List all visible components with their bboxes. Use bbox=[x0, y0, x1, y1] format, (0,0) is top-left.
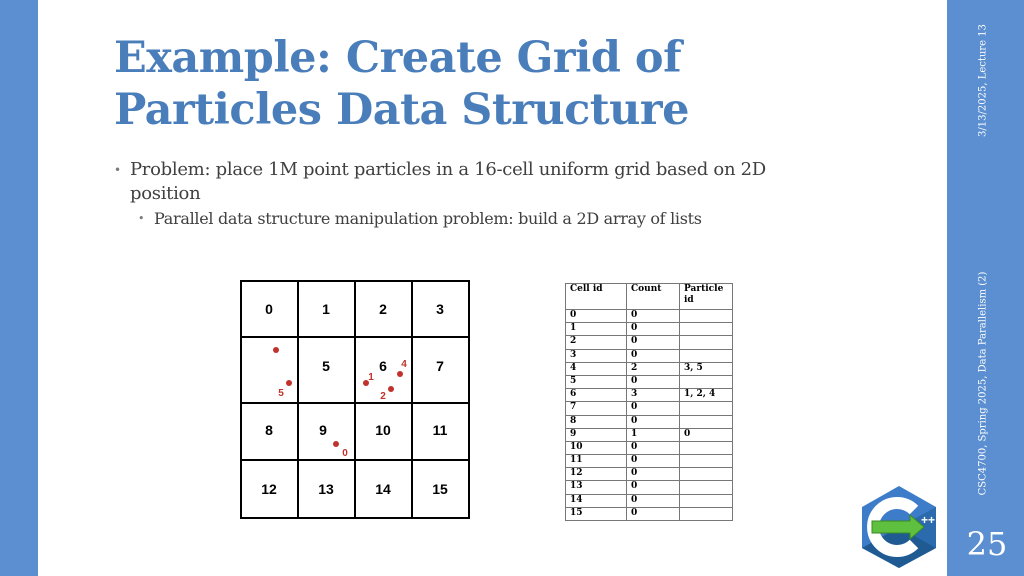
cell-id-cell: 13 bbox=[566, 481, 627, 494]
slide-title bbox=[114, 32, 834, 136]
particle-ids-cell: 0 bbox=[680, 428, 733, 441]
table-header-row bbox=[566, 284, 733, 310]
cell-id-cell: 0 bbox=[566, 310, 627, 323]
col-header-particle-id: Particle id bbox=[680, 284, 733, 310]
particle-ids-cell: 1, 2, 4 bbox=[680, 389, 733, 402]
particle-label: 5 bbox=[278, 388, 284, 399]
sub-bullet-dot-icon: • bbox=[138, 212, 145, 225]
table-row bbox=[566, 428, 733, 441]
side-course-label: CSC4700, Spring 2025, Data Parallelism (2) bbox=[977, 271, 989, 496]
cell-id-cell: 8 bbox=[566, 415, 627, 428]
table-row bbox=[566, 323, 733, 336]
cell-label: 15 bbox=[432, 481, 448, 497]
table-row bbox=[566, 362, 733, 375]
cell-label: 8 bbox=[265, 422, 273, 438]
particle-grid-figure bbox=[240, 280, 470, 519]
bullet-text-1: Problem: place 1M point particles in a 16-cell uniform grid based on 2D position bbox=[130, 159, 766, 204]
cell-table-figure bbox=[565, 283, 733, 527]
particle-ids-cell bbox=[680, 507, 733, 520]
cell-id-cell: 6 bbox=[566, 389, 627, 402]
count-cell: 0 bbox=[627, 349, 680, 362]
cell-label: 11 bbox=[432, 422, 448, 438]
cell-label: 0 bbox=[265, 301, 273, 317]
count-cell: 0 bbox=[627, 507, 680, 520]
cell-id-cell: 5 bbox=[566, 375, 627, 388]
count-cell: 0 bbox=[627, 336, 680, 349]
particle-ids-cell bbox=[680, 310, 733, 323]
particle-ids-cell bbox=[680, 323, 733, 336]
particle-4-dot bbox=[397, 371, 403, 377]
table-row bbox=[566, 468, 733, 481]
bullet-list bbox=[114, 158, 834, 230]
count-cell: 0 bbox=[627, 323, 680, 336]
cell-id-cell: 4 bbox=[566, 362, 627, 375]
particle-2-dot bbox=[388, 386, 394, 392]
count-cell: 0 bbox=[627, 494, 680, 507]
cpp-logo-icon bbox=[858, 484, 940, 570]
cell-id-cell: 3 bbox=[566, 349, 627, 362]
particle-ids-cell bbox=[680, 468, 733, 481]
cell-label: 1 bbox=[322, 301, 330, 317]
side-date-label: 3/13/2025, Lecture 13 bbox=[977, 24, 989, 137]
cell-id-cell: 9 bbox=[566, 428, 627, 441]
cell-label: 2 bbox=[379, 301, 387, 317]
particle-label: 0 bbox=[342, 448, 348, 459]
title-line-1: Example: Create Grid of bbox=[114, 33, 682, 83]
sub-bullet-text-1: Parallel data structure manipulation problem: build a 2D array of lists bbox=[154, 209, 702, 228]
particle-ids-cell bbox=[680, 494, 733, 507]
cell-label: 13 bbox=[318, 481, 334, 497]
count-cell: 0 bbox=[627, 455, 680, 468]
particle-0-dot bbox=[333, 441, 339, 447]
particle-ids-cell bbox=[680, 415, 733, 428]
particle-3-dot bbox=[273, 347, 279, 353]
sub-bullet-item-1 bbox=[114, 208, 834, 230]
cpp-logo-text: ++ bbox=[920, 513, 936, 527]
cell-count-table bbox=[565, 283, 733, 521]
particle-ids-cell bbox=[680, 375, 733, 388]
cell-id-cell: 14 bbox=[566, 494, 627, 507]
cell-label: 14 bbox=[375, 481, 391, 497]
table-row bbox=[566, 494, 733, 507]
bullet-item-1 bbox=[114, 158, 834, 206]
table-row bbox=[566, 415, 733, 428]
cell-id-cell: 10 bbox=[566, 441, 627, 454]
cell-label: 9 bbox=[319, 422, 327, 438]
particle-label: 4 bbox=[401, 359, 407, 370]
bullet-dot-icon: • bbox=[114, 163, 121, 177]
count-cell: 1 bbox=[627, 428, 680, 441]
count-cell: 0 bbox=[627, 481, 680, 494]
cell-label: 3 bbox=[436, 301, 444, 317]
cpp-logo bbox=[858, 484, 940, 570]
particle-grid-svg bbox=[240, 280, 470, 519]
particle-label: 2 bbox=[380, 391, 386, 402]
title-line-2: Particles Data Structure bbox=[114, 85, 689, 135]
particle-ids-cell bbox=[680, 481, 733, 494]
cell-id-cell: 2 bbox=[566, 336, 627, 349]
particle-ids-cell: 3, 5 bbox=[680, 362, 733, 375]
table-row bbox=[566, 375, 733, 388]
table-row bbox=[566, 402, 733, 415]
particle-ids-cell bbox=[680, 402, 733, 415]
cell-label: 6 bbox=[379, 358, 387, 374]
cell-label: 5 bbox=[322, 358, 330, 374]
col-header-cell-id: Cell id bbox=[566, 284, 627, 310]
particle-label: 1 bbox=[368, 372, 374, 383]
count-cell: 3 bbox=[627, 389, 680, 402]
col-header-count: Count bbox=[627, 284, 680, 310]
table-body bbox=[566, 310, 733, 521]
cell-label: 7 bbox=[436, 358, 444, 374]
table-row bbox=[566, 481, 733, 494]
count-cell: 0 bbox=[627, 415, 680, 428]
cell-id-cell: 1 bbox=[566, 323, 627, 336]
count-cell: 0 bbox=[627, 375, 680, 388]
count-cell: 0 bbox=[627, 310, 680, 323]
table-row bbox=[566, 389, 733, 402]
left-accent-bar bbox=[0, 0, 38, 576]
particle-ids-cell bbox=[680, 349, 733, 362]
count-cell: 2 bbox=[627, 362, 680, 375]
table-row bbox=[566, 507, 733, 520]
cell-id-cell: 11 bbox=[566, 455, 627, 468]
particle-ids-cell bbox=[680, 455, 733, 468]
table-row bbox=[566, 336, 733, 349]
cell-id-cell: 7 bbox=[566, 402, 627, 415]
particle-ids-cell bbox=[680, 441, 733, 454]
count-cell: 0 bbox=[627, 441, 680, 454]
particle-ids-cell bbox=[680, 336, 733, 349]
table-row bbox=[566, 310, 733, 323]
cell-label: 12 bbox=[261, 481, 277, 497]
table-row bbox=[566, 349, 733, 362]
table-row bbox=[566, 455, 733, 468]
page-number: 25 bbox=[966, 525, 1008, 563]
cell-id-cell: 12 bbox=[566, 468, 627, 481]
table-row bbox=[566, 441, 733, 454]
particle-5-dot bbox=[286, 380, 292, 386]
cell-label: 10 bbox=[375, 422, 391, 438]
count-cell: 0 bbox=[627, 402, 680, 415]
count-cell: 0 bbox=[627, 468, 680, 481]
cell-id-cell: 15 bbox=[566, 507, 627, 520]
